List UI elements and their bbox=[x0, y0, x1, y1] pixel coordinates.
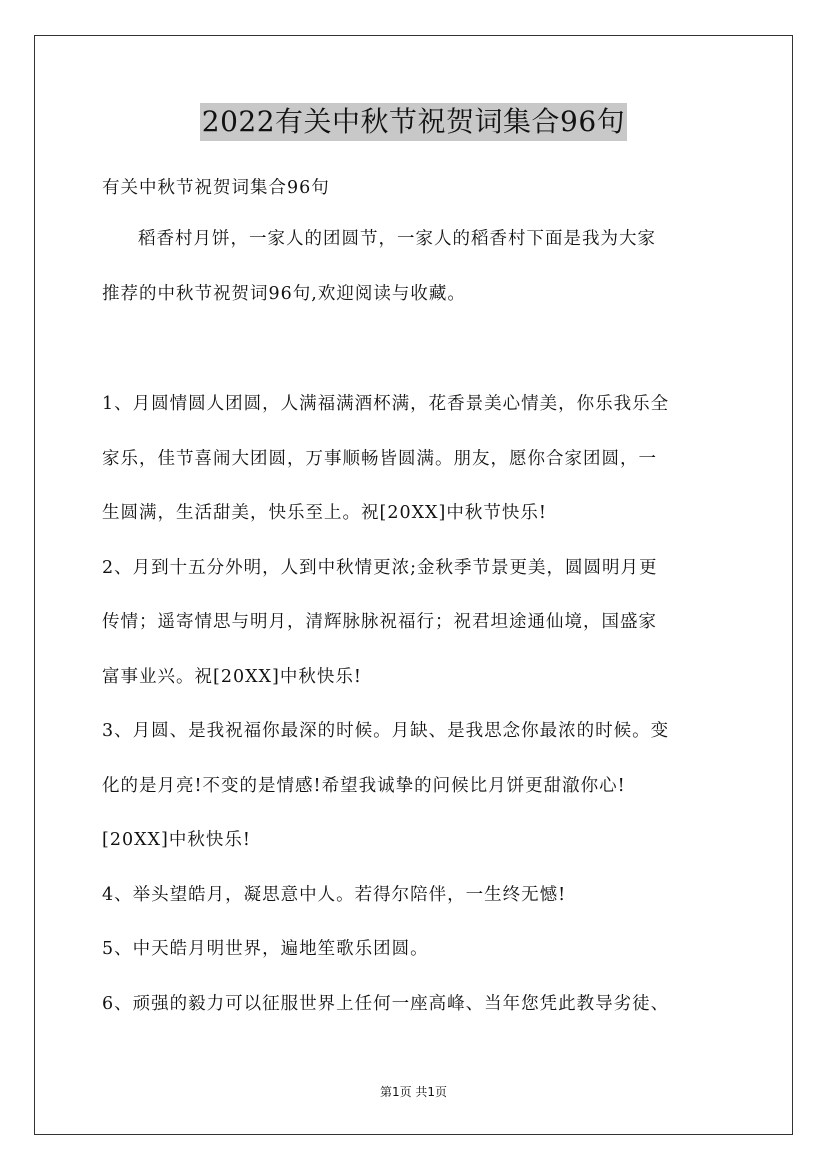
text-line: 3、月圆、是我祝福你最深的时候。月缺、是我思念你最浓的时候。变 bbox=[102, 721, 670, 741]
text-line: 生圆满，生活甜美，快乐至上。祝[20XX]中秋节快乐! bbox=[102, 503, 547, 523]
document-title bbox=[0, 103, 827, 143]
text-line: [20XX]中秋快乐! bbox=[102, 830, 251, 850]
text-line: 家乐，佳节喜闹大团圆，万事顺畅皆圆满。朋友，愿你合家团圆，一 bbox=[102, 448, 657, 469]
document-subtitle: 有关中秋节祝贺词集合96句 bbox=[102, 178, 330, 198]
intro-line: 推荐的中秋节祝贺词96句,欢迎阅读与收藏。 bbox=[102, 283, 466, 304]
text-line: 4、举头望皓月，凝思意中人。若得尔陪伴，一生终无憾! bbox=[102, 884, 567, 905]
document-body bbox=[102, 175, 730, 1045]
document-title-text: 2022有关中秋节祝贺词集合96句 bbox=[200, 103, 627, 141]
text-line: 1、月圆情圆人团圆，人满福满酒杯满，花香景美心情美，你乐我乐全 bbox=[102, 394, 670, 414]
text-line: 富事业兴。祝[20XX]中秋快乐! bbox=[102, 666, 362, 687]
text-line: 化的是月亮!不变的是情感!希望我诚挚的问候比月饼更甜澈你心! bbox=[102, 775, 626, 796]
text-line: 2、月到十五分外明，人到中秋情更浓;金秋季节景更美，圆圆明月更 bbox=[102, 557, 658, 578]
page-number-footer: 第1页 共1页 bbox=[379, 1085, 448, 1099]
text-line: 传情；遥寄情思与明月，清辉脉脉祝福行；祝君坦途通仙境，国盛家 bbox=[102, 612, 657, 632]
text-line: 6、顽强的毅力可以征服世界上任何一座高峰、当年您凭此教导劣徒、 bbox=[102, 993, 670, 1014]
blank-gap bbox=[102, 335, 730, 391]
text-line: 5、中天皓月明世界，遍地笙歌乐团圆。 bbox=[102, 939, 429, 959]
intro-line: 稻香村月饼，一家人的团圆节，一家人的稻香村下面是我为大家 bbox=[138, 229, 656, 249]
